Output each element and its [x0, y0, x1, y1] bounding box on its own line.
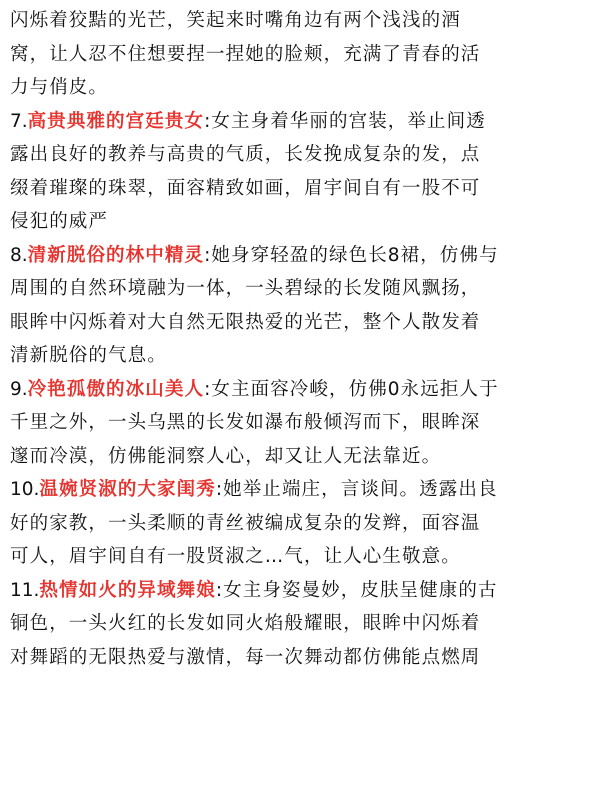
text-line: 千里之外，一头乌黑的长发如瀑布般倾泻而下，眼眸深	[10, 412, 481, 433]
item-title: 冷艳孤傲的冰山美人	[27, 378, 205, 400]
item-text: :女主身着华丽的宫装，举止间透	[204, 110, 486, 132]
text-line: 眼眸中闪烁着对大自然无限热爱的光芒，整个人散发着	[10, 311, 481, 333]
text-line: 缀着璀璨的珠翠，面容精致如画，眉宇间自有一股不可	[10, 177, 481, 199]
text-line: 铜色，一头火红的长发如同火焰般耀眼，眼眸中闪烁着	[10, 613, 481, 634]
item-number: 9.	[10, 378, 28, 400]
text-line: 周围的自然环境融为一体，一头碧绿的长发随风飘扬，	[10, 278, 481, 299]
list-item	[10, 105, 590, 239]
list-item	[10, 574, 590, 675]
list-item	[10, 373, 590, 474]
item-heading-line	[10, 239, 590, 273]
text-line: 窝，让人忍不住想要捏一捏她的脸颊，充满了青春的活	[10, 43, 481, 65]
item-number: 10.	[10, 479, 40, 500]
text-line: 露出良好的教养与高贵的气质，长发挽成复杂的发，点	[10, 144, 481, 165]
item-number: 7.	[10, 110, 28, 132]
item-heading-line	[10, 473, 590, 507]
intro-paragraph	[10, 4, 590, 105]
item-text: :她身穿轻盈的绿色长8裙，仿佛与	[204, 244, 499, 266]
text-line: 闪烁着狡黠的光芒，笑起来时嘴角边有两个浅浅的酒	[10, 10, 461, 31]
item-heading-line	[10, 373, 590, 407]
item-number: 8.	[10, 244, 28, 266]
item-number: 11.	[10, 579, 40, 601]
item-title: 热情如火的异域舞娘	[39, 579, 216, 601]
list-item	[10, 473, 590, 574]
item-heading-line	[10, 574, 590, 608]
list-item	[10, 239, 590, 373]
text-line: 好的家教，一头柔顺的青丝被编成复杂的发辫，面容温	[10, 512, 481, 534]
item-heading-line	[10, 105, 590, 139]
text-line: 力与俏皮。	[10, 77, 109, 98]
text-line: 侵犯的威严	[10, 211, 109, 232]
text-line: 清新脱俗的气息。	[10, 345, 167, 366]
item-title: 温婉贤淑的大家闺秀	[39, 479, 216, 500]
text-line: 对舞蹈的无限热爱与激情，每一次舞动都仿佛能点燃周	[10, 646, 481, 668]
text-line: 邃而冷漠，仿佛能洞察人心，却又让人无法靠近。	[10, 445, 442, 467]
item-text: :女主身姿曼妙，皮肤呈健康的古	[215, 579, 498, 601]
item-text: :她举止端庄，言谈间。透露出良	[215, 479, 498, 500]
item-text: :女主面容冷峻，仿佛0永远拒人于	[204, 378, 499, 400]
item-title: 清新脱俗的林中精灵	[27, 244, 205, 266]
article-body	[10, 4, 590, 674]
text-line: 可人，眉宇间自有一股贤淑之…气，让人心生敬意。	[10, 546, 461, 567]
item-title: 高贵典雅的宫廷贵女	[27, 110, 205, 132]
